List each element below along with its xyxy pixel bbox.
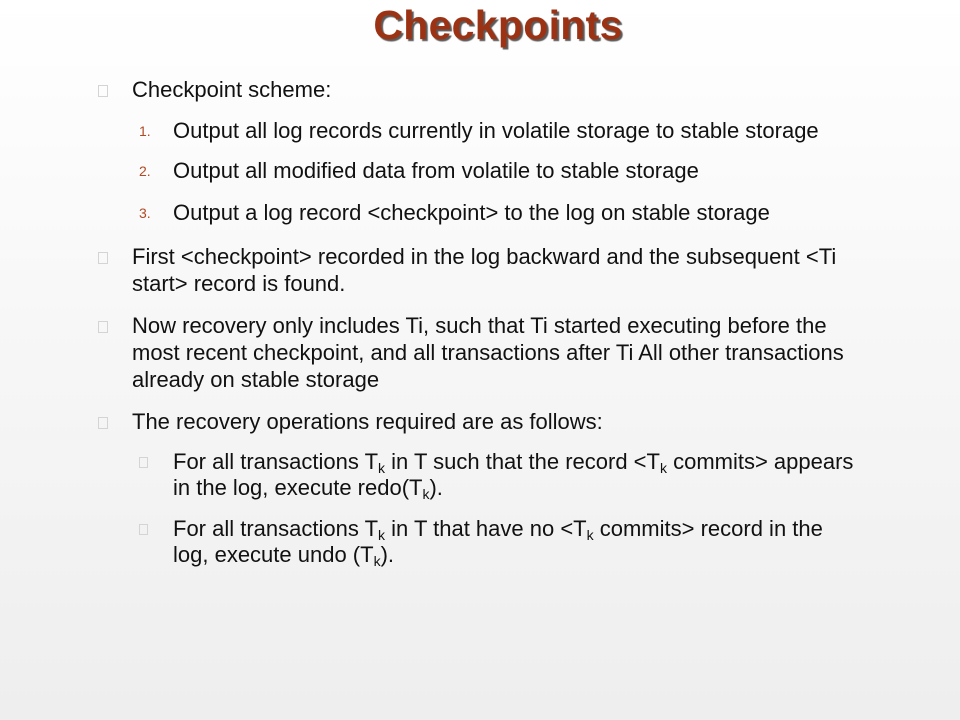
subscript-k: k bbox=[373, 553, 381, 569]
bullet-first-checkpoint bbox=[98, 243, 858, 297]
redo-text-part: in T such that the record <T bbox=[385, 449, 660, 474]
sub-bullet-redo bbox=[139, 449, 858, 501]
step-number: 2. bbox=[139, 163, 151, 179]
numbered-step-1 bbox=[139, 118, 858, 144]
slide-title: Checkpoints bbox=[373, 2, 623, 48]
undo-text-part: commits> record in the log, execute undo (T bbox=[173, 516, 823, 567]
redo-text-part: commits> appears in the log, execute redo(T bbox=[173, 449, 854, 500]
subscript-k: k bbox=[586, 527, 594, 543]
bullet-text: The recovery operations required are as follows: bbox=[132, 409, 603, 434]
step-text: Output all modified data from volatile to stable storage bbox=[173, 158, 699, 183]
bullet-square-icon bbox=[98, 252, 108, 264]
step-text: Output all log records currently in volatile storage to stable storage bbox=[173, 118, 819, 143]
step-text: Output a log record <checkpoint> to the log on stable storage bbox=[173, 200, 770, 225]
sub-bullet-undo bbox=[139, 516, 858, 568]
bullet-recovery-scope bbox=[98, 312, 858, 393]
sub-bullet-text bbox=[173, 449, 858, 501]
bullet-recovery-operations bbox=[98, 408, 858, 435]
numbered-step-2 bbox=[139, 158, 858, 184]
subscript-k: k bbox=[378, 460, 386, 476]
numbered-step-3 bbox=[139, 200, 858, 226]
bullet-text: Now recovery only includes Ti, such that Ti started executing before the most recent checkpoint, and all transactions after Ti All other transactions already on stable storage bbox=[132, 313, 844, 392]
undo-text-part: For all transactions T bbox=[173, 516, 379, 541]
sub-bullet-text bbox=[173, 516, 858, 568]
bullet-square-icon bbox=[98, 321, 108, 333]
bullet-checkpoint-scheme bbox=[98, 76, 858, 103]
step-number: 3. bbox=[139, 205, 151, 221]
slide-content bbox=[98, 74, 858, 568]
bullet-square-icon bbox=[98, 85, 108, 97]
undo-text-part: ). bbox=[380, 542, 395, 567]
redo-text-part: For all transactions T bbox=[173, 449, 379, 474]
redo-text-part: ). bbox=[429, 475, 443, 500]
undo-text-part: in T that have no <T bbox=[385, 516, 587, 541]
step-number: 1. bbox=[139, 123, 151, 139]
bullet-square-icon bbox=[139, 524, 148, 535]
bullet-square-icon bbox=[139, 457, 148, 468]
subscript-k: k bbox=[378, 527, 386, 543]
bullet-text: First <checkpoint> recorded in the log backward and the subsequent <Ti start> record is found. bbox=[132, 244, 837, 296]
subscript-k: k bbox=[659, 460, 667, 476]
bullet-square-icon bbox=[98, 417, 108, 429]
bullet-text: Checkpoint scheme: bbox=[132, 77, 332, 102]
subscript-k: k bbox=[422, 486, 430, 502]
